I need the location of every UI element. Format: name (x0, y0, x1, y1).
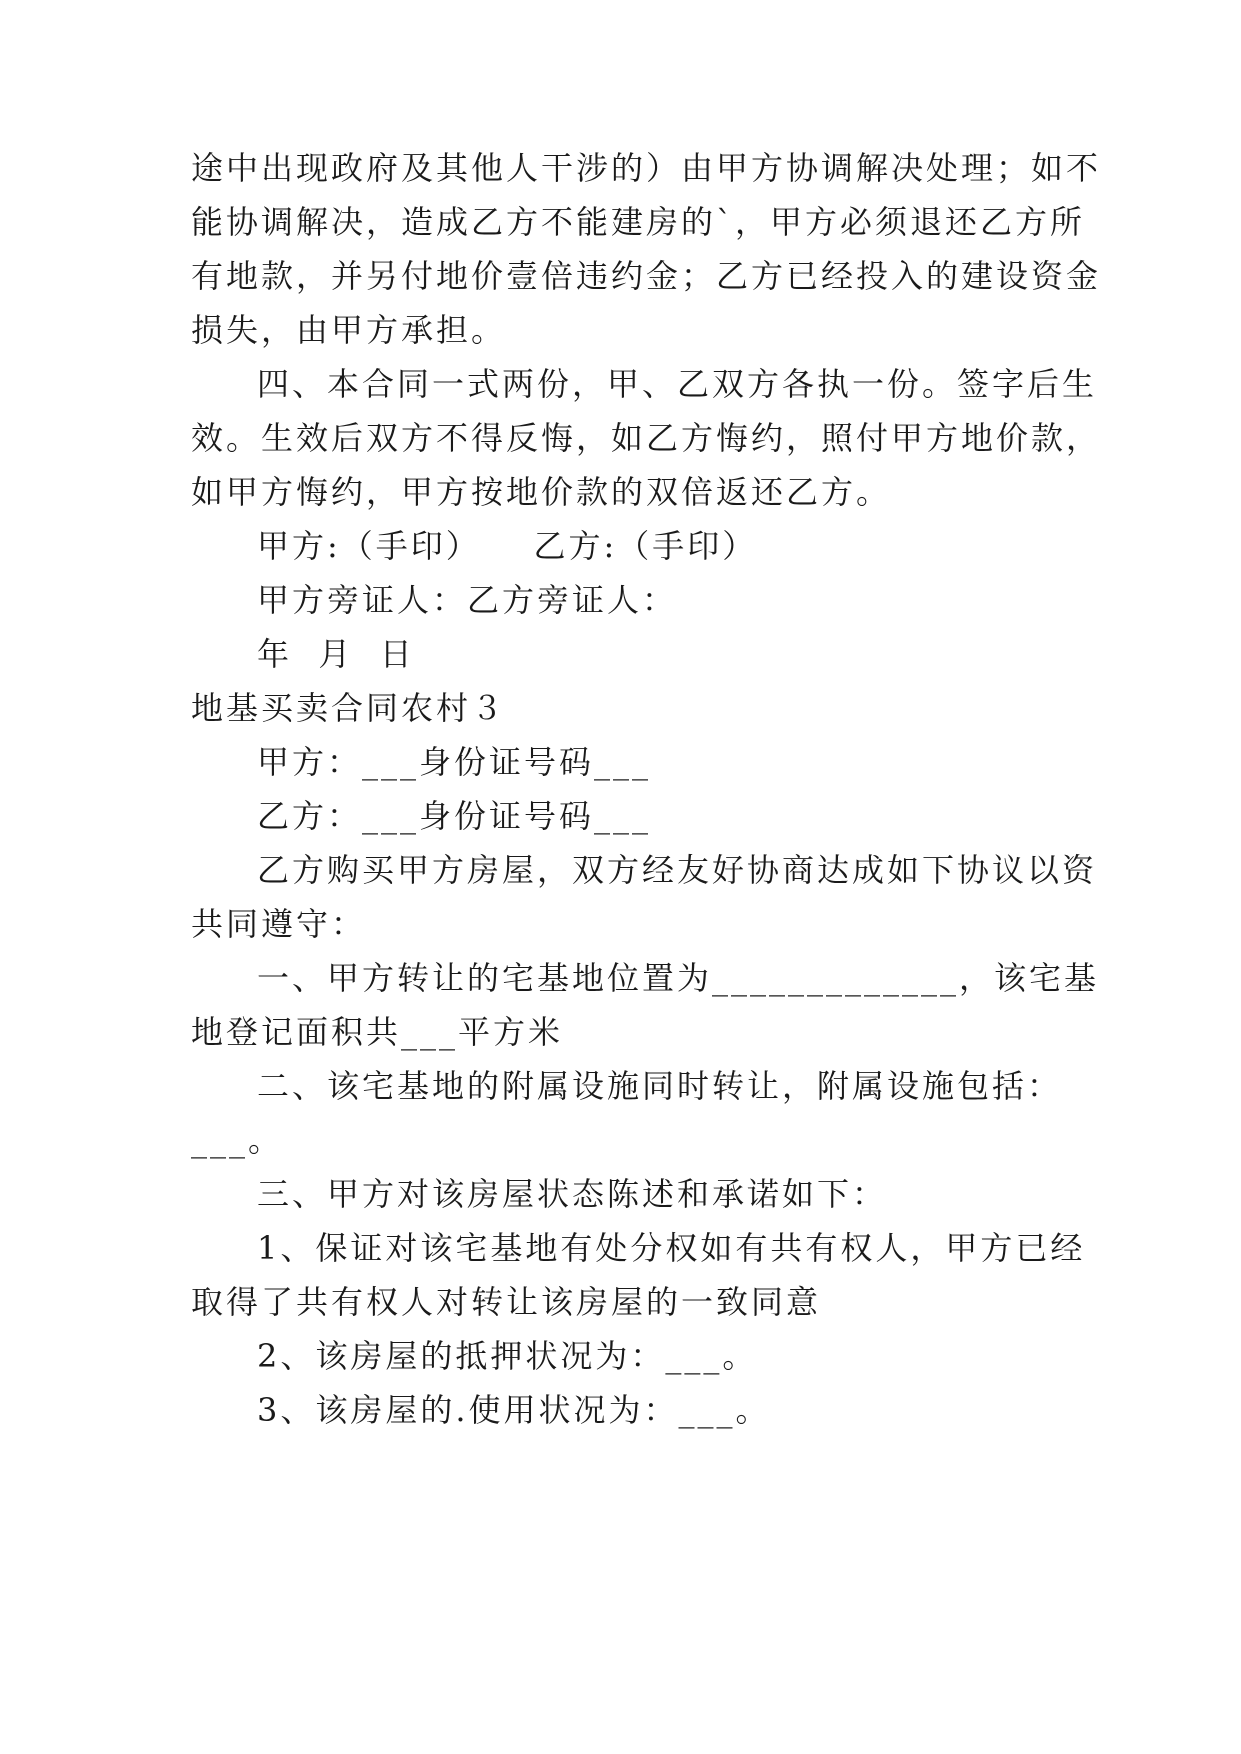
clause-two: 二、该宅基地的附属设施同时转让，附属设施包括： (257, 1067, 1063, 1105)
clause-four: 四、本合同一式两份，甲、乙双方各执一份。签字后生 (257, 365, 1098, 403)
party-a-line: 甲方：___身份证号码___ (257, 743, 652, 781)
body-text-line: 如甲方悔约，甲方按地价款的双倍返还乙方。 (191, 473, 892, 511)
body-text-line: 效。生效后双方不得反悔，如乙方悔约，照付甲方地价款， (191, 419, 1102, 457)
sub-item-three: 3、该房屋的.使用状况为：___。 (257, 1391, 771, 1429)
witness-line: 甲方旁证人：乙方旁证人： (257, 581, 678, 619)
clause-one: 一、甲方转让的宅基地位置为_____________，该宅基 (257, 959, 1100, 997)
sub-item-two: 2、该房屋的抵押状况为：___。 (257, 1337, 758, 1375)
clause-three: 三、甲方对该房屋状态陈述和承诺如下： (257, 1175, 888, 1213)
signature-line: 甲方:（手印） 乙方:（手印） (257, 527, 758, 565)
body-text-line: 地登记面积共___平方米 (191, 1013, 564, 1051)
date-line: 年 月 日 (257, 635, 415, 673)
sub-item-one: 1、保证对该宅基地有处分权如有共有权人，甲方已经 (257, 1229, 1086, 1267)
body-text-line: 途中出现政府及其他人干涉的）由甲方协调解决处理；如不 (191, 149, 1102, 187)
body-text-line: 有地款，并另付地价壹倍违约金；乙方已经投入的建设资金 (191, 257, 1102, 295)
party-b-line: 乙方：___身份证号码___ (257, 797, 652, 835)
section-title: 地基买卖合同农村３ (191, 689, 507, 727)
body-text-line: 损失，由甲方承担。 (191, 311, 507, 349)
body-text-line: ___。 (191, 1121, 284, 1159)
body-text-line: 取得了共有权人对转让该房屋的一致同意 (191, 1283, 822, 1321)
body-text-line: 共同遵守： (191, 905, 367, 943)
body-text-line: 能协调解决，造成乙方不能建房的`，甲方必须退还乙方所 (191, 203, 1086, 241)
preamble-line: 乙方购买甲方房屋，双方经友好协商达成如下协议以资 (257, 851, 1098, 889)
